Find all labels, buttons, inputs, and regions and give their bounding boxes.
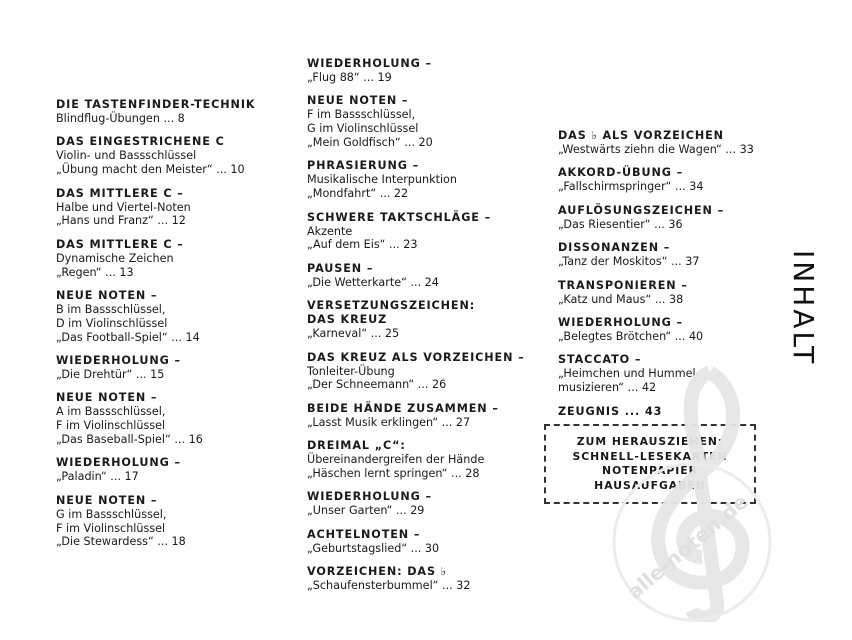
toc-heading: ZEUGNIS ... 43 (558, 404, 663, 418)
toc-heading: WIEDERHOLUNG – (56, 456, 182, 470)
toc-entry (56, 187, 286, 229)
toc-heading: DAS KREUZ ALS VORZEICHEN – (307, 350, 525, 364)
toc-subline: „Karneval“ ... 25 (307, 327, 400, 341)
toc-heading: BEIDE HÄNDE ZUSAMMEN – (307, 401, 499, 415)
pullout-line: ZUM HERAUSZIEHEN: (576, 435, 724, 448)
toc-entry (307, 439, 537, 481)
toc-subline: „Unser Garten“ ... 29 (307, 504, 425, 518)
toc-heading: DAS MITTLERE C – (56, 186, 184, 200)
toc-subline: „Das Football-Spiel“ ... 14 (56, 330, 200, 344)
pullout-line: HAUSAUFGABEN (594, 478, 706, 492)
toc-subline: G im Bassschlüssel, (56, 507, 167, 521)
toc-column-middle (307, 57, 537, 602)
toc-subline: Violin- und Bassschlüssel (56, 149, 197, 163)
toc-entry (558, 241, 798, 269)
watermark-text: alle-noten.de (622, 489, 753, 605)
toc-heading: WIEDERHOLUNG – (56, 353, 182, 367)
toc-heading: VERSETZUNGSZEICHEN: (307, 299, 476, 313)
toc-subline: „Geburtstagslied“ ... 30 (307, 541, 440, 555)
toc-subline: Akzente (307, 224, 353, 238)
toc-subline: F im Violinschlüssel (56, 419, 166, 433)
toc-heading: WIEDERHOLUNG – (558, 315, 684, 329)
toc-subline: „Fallschirmspringer“ ... 34 (558, 180, 704, 194)
toc-entry (56, 456, 286, 484)
toc-subline: B im Bassschlüssel, (56, 302, 166, 316)
toc-subline: „Der Schneemann“ ... 26 (307, 378, 447, 392)
toc-heading: NEUE NOTEN – (56, 288, 158, 302)
toc-entry (56, 354, 286, 382)
toc-entry (56, 238, 286, 280)
toc-entry (307, 351, 537, 393)
toc-subline: „Belegtes Brötchen“ ... 40 (558, 329, 704, 343)
toc-entry (558, 166, 798, 194)
pullout-line: SCHNELL-LESEKARTEN (572, 449, 728, 463)
toc-heading: DAS EINGESTRICHENE C (56, 135, 225, 149)
toc-entry (56, 98, 286, 126)
toc-entry (307, 57, 537, 85)
toc-subline: „Häschen lernt springen“ ... 28 (307, 466, 480, 480)
toc-heading: PAUSEN – (307, 261, 374, 275)
toc-subline: musizieren“ ... 42 (558, 381, 657, 395)
toc-subline: „Westwärts ziehn die Wagen“ ... 33 (558, 143, 754, 156)
toc-subline: „Das Baseball-Spiel“ ... 16 (56, 432, 203, 446)
toc-heading: STACCATO – (558, 353, 642, 367)
toc-subline: Musikalische Interpunktion (307, 173, 457, 187)
toc-subline: G im Violinschlüssel (307, 122, 419, 136)
toc-heading: DIE TASTENFINDER-TECHNIK (56, 98, 256, 111)
toc-subline: „Paladin“ ... 17 (56, 470, 139, 484)
toc-heading: AUFLÖSUNGSZEICHEN – (558, 203, 725, 217)
toc-heading: NEUE NOTEN – (56, 391, 158, 405)
toc-entry (307, 402, 537, 430)
toc-subline: „Das Riesentier“ ... 36 (558, 217, 683, 231)
toc-heading: NEUE NOTEN – (56, 493, 158, 507)
toc-subline: „Flug 88“ ... 19 (307, 71, 392, 84)
toc-entry (307, 159, 537, 201)
toc-subline: Dynamische Zeichen (56, 251, 174, 265)
toc-heading: DAS KREUZ (307, 313, 388, 327)
toc-subline: „Übung macht den Meister“ ... 10 (56, 163, 245, 177)
watermark-logo (592, 352, 792, 622)
toc-subline: „Die Wetterkarte“ ... 24 (307, 275, 439, 289)
pullout-line: NOTENPAPIER (602, 464, 698, 477)
toc-subline: Tonleiter-Übung (307, 364, 395, 378)
toc-subline: „Regen“ ... 13 (56, 265, 134, 279)
toc-heading: SCHWERE TAKTSCHLÄGE – (307, 210, 492, 224)
toc-entry (56, 135, 286, 177)
toc-heading: PHRASIERUNG – (307, 159, 420, 173)
toc-heading: ACHTELNOTEN – (307, 527, 421, 541)
toc-subline: Blindflug-Übungen ... 8 (56, 112, 185, 125)
toc-subline: „Die Drehtür“ ... 15 (56, 367, 165, 381)
toc-entry (307, 565, 537, 593)
page-title: INHALT (787, 250, 820, 367)
toc-heading: AKKORD-ÜBUNG – (558, 166, 684, 180)
toc-entry (307, 262, 537, 290)
toc-subline: „Katz und Maus“ ... 38 (558, 292, 684, 306)
toc-column-left (56, 98, 286, 559)
toc-entry (558, 279, 798, 307)
toc-heading: DAS ♭ ALS VORZEICHEN (558, 129, 724, 142)
toc-entry (56, 391, 286, 446)
toc-heading: TRANSPONIEREN – (558, 278, 688, 292)
toc-entry (558, 316, 798, 344)
toc-subline: D im Violinschlüssel (56, 316, 168, 330)
toc-entry (307, 528, 537, 556)
toc-entry (307, 211, 537, 253)
toc-entry (56, 494, 286, 549)
toc-subline: „Heimchen und Hummel (558, 367, 696, 381)
toc-subline: Übereinandergreifen der Hände (307, 453, 485, 467)
toc-subline: „Mondfahrt“ ... 22 (307, 187, 409, 201)
toc-subline: „Auf dem Eis“ ... 23 (307, 238, 418, 252)
toc-entry (307, 490, 537, 518)
toc-heading: DREIMAL „C“: (307, 439, 406, 453)
toc-entry (307, 94, 537, 149)
toc-heading: WIEDERHOLUNG – (307, 490, 433, 504)
toc-subline: F im Bassschlüssel, (307, 108, 416, 122)
toc-heading: WIEDERHOLUNG – (307, 57, 433, 70)
toc-entry (558, 129, 798, 157)
toc-entry (307, 299, 537, 341)
toc-heading: VORZEICHEN: DAS ♭ (307, 565, 447, 579)
toc-subline: „Mein Goldfisch“ ... 20 (307, 135, 433, 149)
toc-subline: F im Violinschlüssel (56, 521, 166, 535)
toc-subline: Halbe und Viertel-Noten (56, 200, 191, 214)
toc-heading: NEUE NOTEN – (307, 94, 409, 108)
toc-heading: DAS MITTLERE C – (56, 237, 184, 251)
toc-heading: DISSONANZEN – (558, 241, 671, 255)
toc-subline: „Tanz der Moskitos“ ... 37 (558, 255, 700, 269)
toc-entry (558, 204, 798, 232)
toc-subline: „Schaufensterbummel“ ... 32 (307, 579, 471, 593)
toc-subline: „Lasst Musik erklingen“ ... 27 (307, 415, 471, 429)
toc-entry (56, 289, 286, 344)
toc-subline: „Die Stewardess“ ... 18 (56, 535, 186, 549)
toc-subline: „Hans und Franz“ ... 12 (56, 214, 186, 228)
toc-subline: A im Bassschlüssel, (56, 405, 166, 419)
